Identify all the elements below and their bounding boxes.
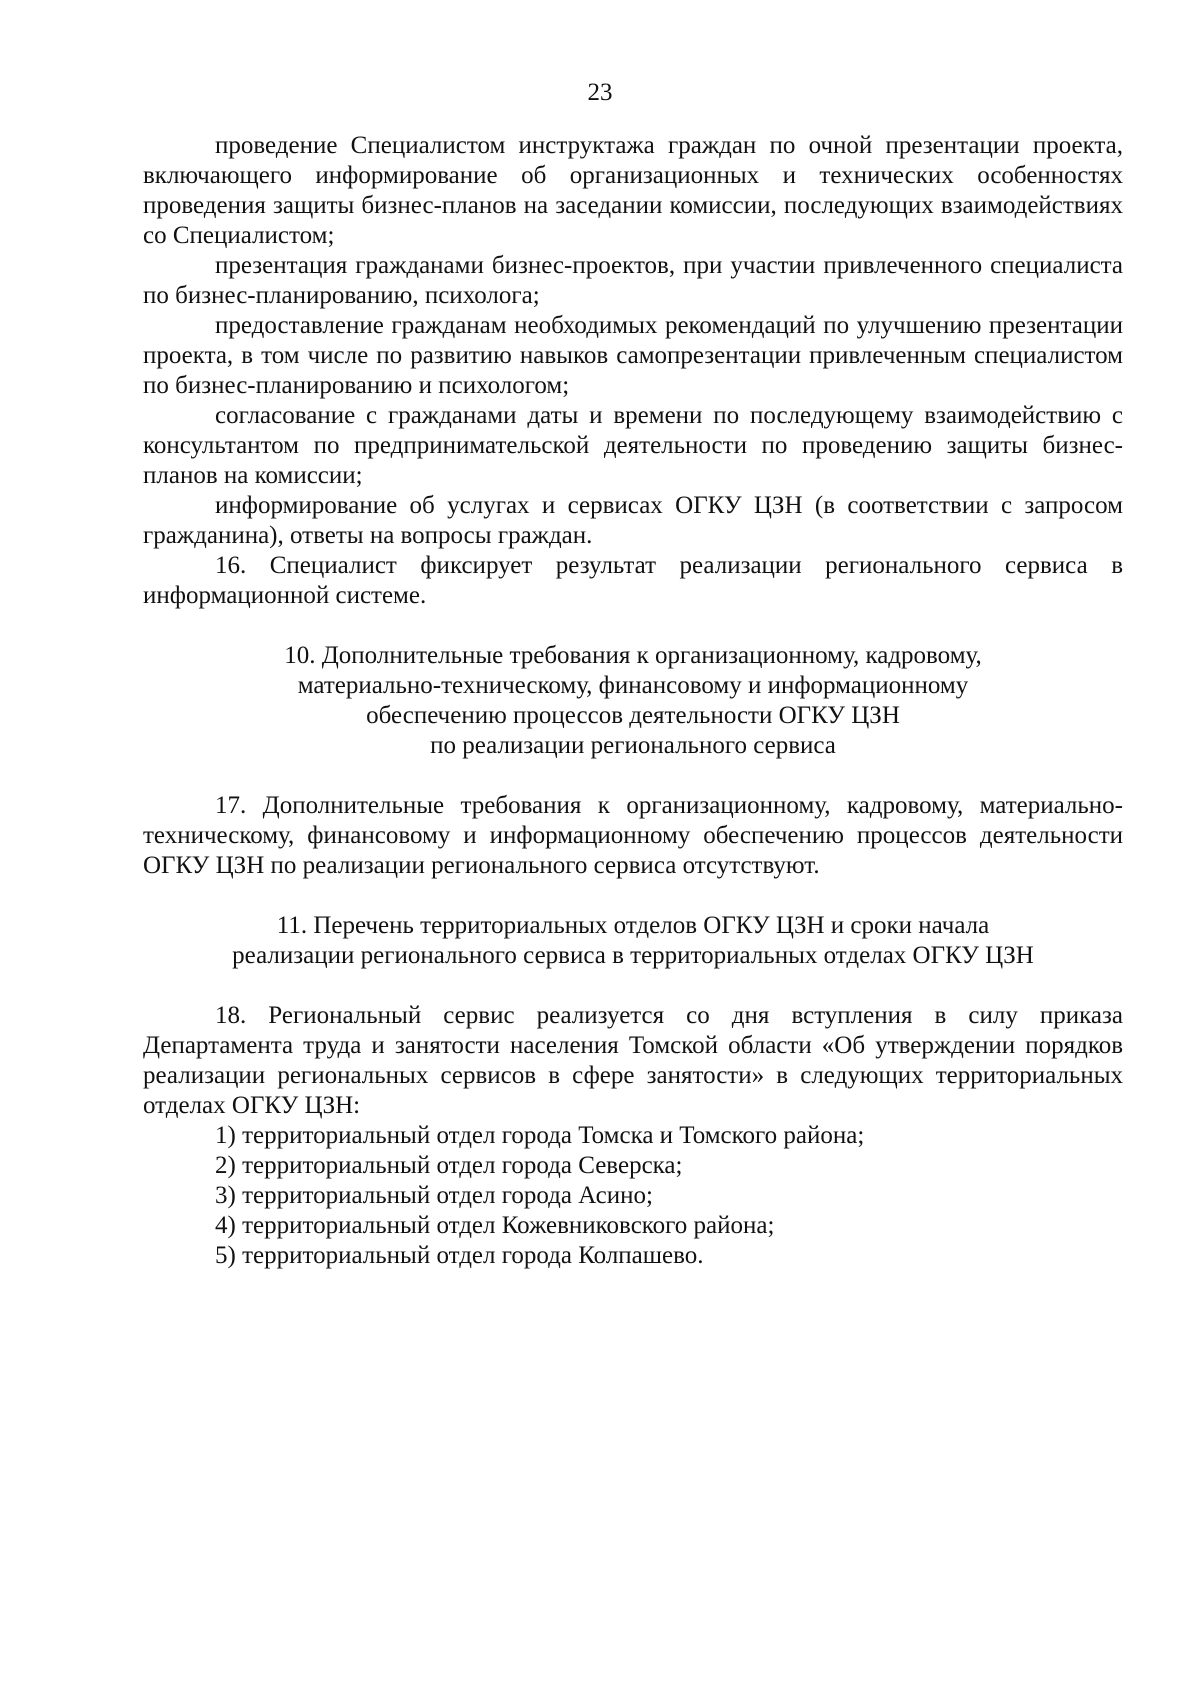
list-item: 4) территориальный отдел Кожевниковского района; bbox=[215, 1212, 775, 1239]
section-10-heading-line: материально-техническому, финансовому и информационному bbox=[297, 672, 969, 699]
section-11-heading bbox=[143, 911, 1123, 971]
paragraph-presentation: презентация гражданами бизнес-проектов, при участии привлеченного специалиста по бизнес-планированию, психолога; bbox=[143, 252, 1123, 309]
section-10-heading-line: обеспечению процессов деятельности ОГКУ ЦЗН bbox=[366, 702, 900, 729]
paragraph-16: 16. Специалист фиксирует результат реализации регионального сервиса в информационной системе. bbox=[143, 552, 1123, 609]
list-item: 2) территориальный отдел города Северска; bbox=[215, 1152, 683, 1179]
paragraph-18: 18. Региональный сервис реализуется со дня вступления в силу приказа Департамента труда и занятости населения Томской области «Об утверждении порядков реализации региональных сервисов в сфере занятости» в следующих территориальных отделах ОГКУ ЦЗН: bbox=[143, 1002, 1123, 1119]
paragraph-instruction: проведение Специалистом инструктажа граждан по очной презентации проекта, включающего информирование об организационных и технических особенностях проведения защиты бизнес-планов на заседании комиссии, последующих взаимодействиях со Специалистом; bbox=[143, 132, 1123, 249]
section-10-heading-line: по реализации регионального сервиса bbox=[430, 732, 836, 759]
paragraph-informing: информирование об услугах и сервисах ОГКУ ЦЗН (в соответствии с запросом гражданина), ответы на вопросы граждан. bbox=[143, 492, 1123, 549]
paragraph-recommendations: предоставление гражданам необходимых рекомендаций по улучшению презентации проекта, в том числе по развитию навыков самопрезентации привлеченным специалистом по бизнес-планированию и психологом; bbox=[143, 312, 1123, 399]
document-body bbox=[143, 131, 1123, 1271]
section-11-heading-line: 11. Перечень территориальных отделов ОГКУ ЦЗН и сроки начала bbox=[276, 912, 990, 939]
section-10-heading-line: 10. Дополнительные требования к организационному, кадровому, bbox=[284, 642, 982, 669]
section-10-heading bbox=[143, 641, 1123, 761]
page-number: 23 bbox=[587, 79, 613, 106]
list-item: 3) территориальный отдел города Асино; bbox=[215, 1182, 653, 1209]
section-11-heading-line: реализации регионального сервиса в территориальных отделах ОГКУ ЦЗН bbox=[232, 942, 1034, 969]
list-item: 1) территориальный отдел города Томска и Томского района; bbox=[215, 1122, 865, 1149]
list-item: 5) территориальный отдел города Колпашево. bbox=[215, 1242, 704, 1269]
paragraph-agreement: согласование с гражданами даты и времени по последующему взаимодействию с консультантом по предпринимательской деятельности по проведению защиты бизнес-планов на комиссии; bbox=[143, 402, 1123, 489]
paragraph-17: 17. Дополнительные требования к организационному, кадровому, материально-техническому, финансовому и информационному обеспечению процессов деятельности ОГКУ ЦЗН по реализации регионального сервиса отсутствуют. bbox=[143, 792, 1123, 879]
